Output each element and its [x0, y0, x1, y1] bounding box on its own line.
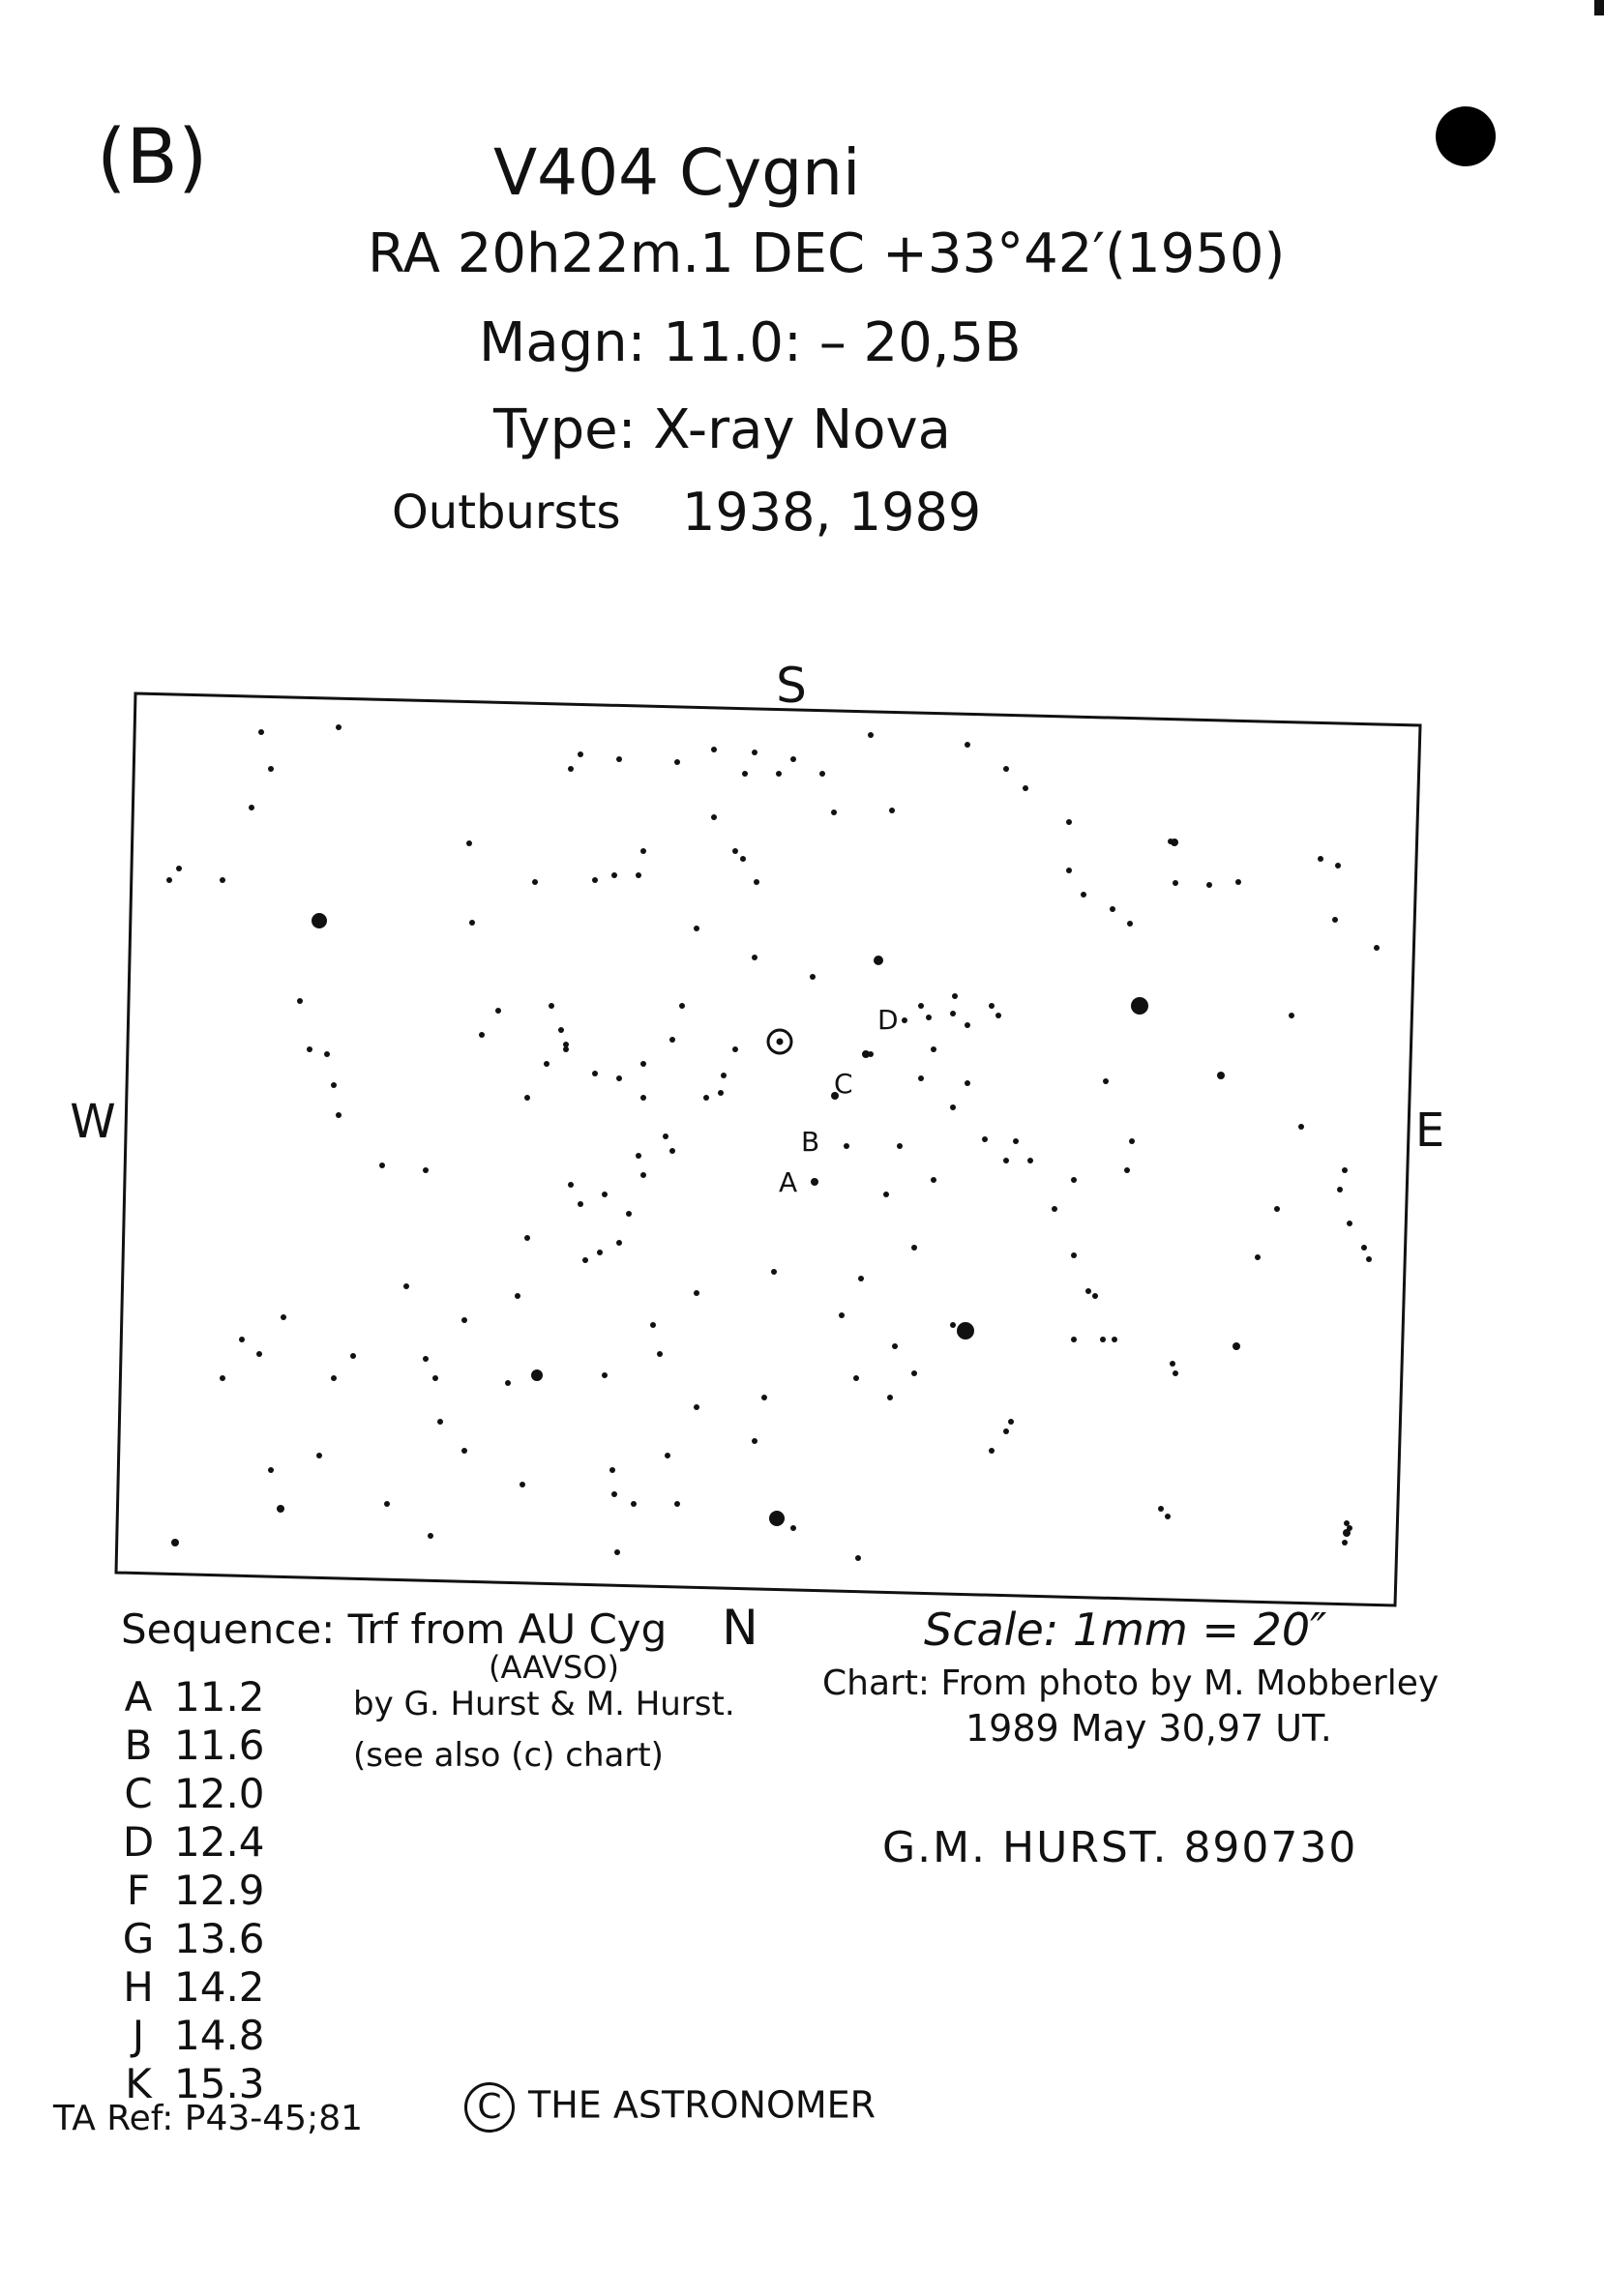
field-star [1052, 1206, 1057, 1212]
field-star [1023, 785, 1028, 791]
field-star [1342, 1167, 1348, 1173]
field-star [1366, 1256, 1372, 1262]
field-star [220, 1375, 225, 1381]
sequence-list [104, 1673, 356, 2118]
field-star [752, 750, 757, 755]
field-star [694, 1290, 699, 1296]
direction-left-label: W [70, 1095, 116, 1149]
field-star [1013, 1138, 1019, 1144]
field-star [515, 1293, 520, 1299]
field-star [544, 1061, 550, 1067]
sequence-star-label: J [132, 2012, 145, 2059]
field-star [331, 1082, 337, 1088]
sequence-star-magnitude: 13.6 [174, 1915, 265, 1962]
field-star [1298, 1124, 1304, 1130]
field-star [350, 1353, 356, 1359]
field-star [532, 879, 538, 885]
sequence-star-magnitude: 14.8 [174, 2012, 265, 2059]
field-star [277, 1505, 284, 1513]
field-star [437, 1419, 443, 1425]
field-star [640, 848, 646, 854]
field-star [597, 1250, 603, 1255]
sequence-credit: by G. Hurst & M. Hurst. [353, 1685, 735, 1723]
field-star [721, 1073, 727, 1078]
field-star [752, 1438, 757, 1444]
field-star [1131, 997, 1148, 1015]
sequence-star-magnitude: 12.0 [174, 1770, 265, 1817]
field-star [1003, 1428, 1009, 1434]
sequence-star-magnitude: 11.2 [174, 1673, 265, 1721]
field-star [611, 1491, 617, 1497]
field-star [669, 1148, 675, 1154]
field-star [889, 808, 895, 813]
field-star [982, 1136, 988, 1142]
field-star [819, 771, 825, 777]
field-star [602, 1372, 608, 1378]
field-star [754, 879, 759, 885]
field-star [965, 1022, 970, 1028]
field-star [479, 1032, 485, 1038]
field-star [771, 1269, 777, 1275]
field-star [926, 1015, 932, 1020]
field-star [855, 1555, 861, 1561]
sequence-star-magnitude: 14.2 [174, 1963, 265, 2011]
field-star [1103, 1078, 1109, 1084]
field-star [1124, 1167, 1130, 1173]
field-star [740, 856, 746, 862]
field-star [1344, 1520, 1350, 1526]
field-star [592, 1071, 598, 1076]
field-star [1127, 921, 1133, 927]
sequence-note: (see also (c) chart) [353, 1736, 664, 1775]
field-star [1071, 1177, 1077, 1183]
field-star [965, 1080, 970, 1086]
field-star [1112, 1337, 1117, 1342]
field-star [428, 1533, 433, 1539]
field-star [578, 1201, 583, 1207]
field-star [1173, 1370, 1178, 1376]
field-star [1129, 1138, 1135, 1144]
field-star [563, 1042, 569, 1047]
field-star [384, 1501, 390, 1507]
field-star [1347, 1525, 1352, 1531]
field-star [531, 1369, 543, 1381]
field-star [711, 747, 717, 752]
field-star [316, 1453, 322, 1458]
sequence-star-label: K [125, 2060, 152, 2107]
publisher-name: THE ASTRONOMER [528, 2083, 876, 2127]
field-star [1206, 882, 1212, 888]
field-star [952, 993, 958, 999]
field-star [844, 1143, 849, 1149]
field-star [1003, 1158, 1009, 1163]
field-star [568, 1182, 574, 1188]
field-star [1217, 1072, 1225, 1079]
sequence-star-label: G [122, 1915, 155, 1962]
field-star [636, 1153, 641, 1159]
field-star [1335, 863, 1341, 868]
field-star [674, 759, 680, 765]
field-star [524, 1095, 530, 1101]
field-star [631, 1501, 637, 1507]
field-star [616, 1075, 622, 1081]
field-star [549, 1003, 554, 1009]
field-star [911, 1245, 917, 1251]
field-star [989, 1448, 995, 1454]
field-star [718, 1090, 724, 1096]
copyright-line [464, 2082, 876, 2133]
field-star [1274, 1206, 1280, 1212]
field-star [1374, 945, 1380, 951]
chart-frame [116, 693, 1420, 1605]
reference-note: TA Ref: P43-45;81 [53, 2099, 364, 2138]
field-star [324, 1051, 330, 1057]
field-star [669, 1037, 675, 1043]
field-star [505, 1380, 511, 1386]
star-name: V404 Cygni [493, 135, 861, 210]
field-star [423, 1356, 429, 1362]
field-star [281, 1314, 286, 1320]
field-star [616, 1240, 622, 1246]
outbursts-label: Outbursts [392, 486, 621, 540]
field-star [307, 1046, 312, 1052]
field-star [1347, 1221, 1352, 1226]
field-star [752, 955, 757, 960]
field-star [761, 1395, 767, 1400]
field-star [1071, 1337, 1077, 1342]
comparison-label-c: C [834, 1068, 853, 1100]
field-star [902, 1017, 907, 1023]
field-star [732, 848, 738, 854]
field-star [1158, 1506, 1164, 1512]
field-star [336, 724, 342, 730]
field-star [918, 1003, 924, 1009]
field-star [694, 926, 699, 931]
field-star [616, 756, 622, 762]
field-star [524, 1235, 530, 1241]
field-star [957, 1322, 974, 1339]
field-star [520, 1482, 525, 1487]
comparison-label-b: B [801, 1126, 820, 1158]
field-star [171, 1539, 179, 1546]
field-star [1081, 892, 1086, 898]
field-star [609, 1467, 615, 1473]
field-star [592, 877, 598, 883]
field-star [423, 1167, 429, 1173]
field-star [950, 1011, 956, 1016]
field-star [853, 1375, 859, 1381]
field-star [268, 1467, 274, 1473]
chart-source: Chart: From photo by M. Mobberley [822, 1663, 1440, 1703]
field-star [1332, 917, 1338, 923]
field-star [989, 1003, 995, 1009]
field-star [640, 1172, 646, 1178]
field-star [640, 1061, 646, 1067]
field-star [611, 872, 617, 878]
field-star [1092, 1293, 1098, 1299]
field-star [249, 805, 254, 810]
field-star [268, 766, 274, 772]
direction-bottom-label: N [722, 1600, 758, 1656]
field-star [874, 956, 883, 965]
field-star [1235, 879, 1241, 885]
field-star [868, 1051, 874, 1057]
field-star [582, 1257, 588, 1263]
field-star [1066, 819, 1072, 825]
sequence-star-label: F [126, 1867, 151, 1914]
field-star [950, 1104, 956, 1110]
field-star [1003, 766, 1009, 772]
field-star [883, 1192, 889, 1197]
field-star [461, 1317, 467, 1323]
sequence-star-magnitude: 12.4 [174, 1818, 265, 1866]
field-star [918, 1075, 924, 1081]
field-star [258, 729, 264, 735]
field-star [811, 1178, 818, 1186]
field-star [1337, 1187, 1343, 1192]
field-star [1318, 856, 1323, 862]
signature: G.M. HURST. 890730 [882, 1823, 1358, 1872]
field-star [1008, 1419, 1014, 1425]
section-label: (B) [97, 114, 208, 201]
field-star [858, 1276, 864, 1281]
outbursts-years: 1938, 1989 [682, 482, 982, 543]
field-star [636, 872, 641, 878]
field-star [626, 1211, 632, 1217]
sequence-star-magnitude: 11.6 [174, 1722, 265, 1769]
variable-star [777, 1039, 784, 1045]
field-star [466, 840, 472, 846]
chart-date: 1989 May 30,97 UT. [965, 1707, 1332, 1750]
field-star [1110, 906, 1115, 912]
field-star [1289, 1013, 1294, 1018]
field-star [650, 1322, 656, 1328]
field-star [312, 913, 327, 928]
sequence-star-label: A [124, 1673, 153, 1721]
direction-top-label: S [776, 658, 807, 714]
field-star [379, 1163, 385, 1168]
copyright-symbol: C [464, 2082, 515, 2133]
field-star [403, 1283, 409, 1289]
field-star [614, 1549, 620, 1555]
sequence-star-magnitude: 15.3 [174, 2060, 265, 2107]
field-star [679, 1003, 685, 1009]
field-star [657, 1351, 663, 1357]
field-star [1085, 1288, 1091, 1294]
field-star [640, 1095, 646, 1101]
comparison-label-a: A [779, 1166, 798, 1198]
field-star [336, 1112, 342, 1118]
field-star [694, 1404, 699, 1410]
field-star [461, 1448, 467, 1454]
field-star [176, 866, 182, 871]
field-star [1027, 1158, 1033, 1163]
field-star [166, 877, 172, 883]
field-star [663, 1133, 668, 1139]
field-star [1071, 1252, 1077, 1258]
direction-right-label: E [1414, 1104, 1445, 1158]
star-field [166, 724, 1380, 1561]
sequence-star-label: C [124, 1770, 153, 1817]
field-star [868, 732, 874, 738]
field-star [711, 814, 717, 820]
field-star [256, 1351, 262, 1357]
field-star [769, 1511, 785, 1526]
field-star [831, 809, 837, 815]
field-star [432, 1375, 438, 1381]
field-star [1342, 1540, 1348, 1545]
field-star [950, 1322, 956, 1328]
field-star [732, 1046, 738, 1052]
comparison-label-d: D [877, 1004, 899, 1036]
field-star [297, 998, 303, 1004]
field-star [1173, 880, 1178, 886]
field-star [931, 1177, 936, 1183]
coordinates: RA 20h22m.1 DEC +33°42′(1950) [368, 222, 1286, 285]
field-star [790, 1525, 796, 1531]
field-star [776, 771, 782, 777]
field-star [665, 1453, 670, 1458]
field-star [995, 1013, 1001, 1018]
sequence-source: (AAVSO) [489, 1649, 619, 1686]
field-star [495, 1008, 501, 1014]
field-star [469, 920, 475, 926]
sequence-star-label: B [124, 1722, 153, 1769]
variable-type: Type: X-ray Nova [493, 398, 951, 461]
field-star [911, 1370, 917, 1376]
sequence-star-label: H [123, 1963, 154, 2011]
field-star [558, 1027, 564, 1033]
field-star [239, 1337, 245, 1342]
field-star [887, 1395, 893, 1400]
field-star [931, 1046, 936, 1052]
field-star [897, 1143, 903, 1149]
field-star [568, 766, 574, 772]
chart-scale: Scale: 1mm = 20″ [924, 1604, 1327, 1656]
field-star [1361, 1245, 1367, 1251]
field-star [674, 1501, 680, 1507]
field-star [790, 756, 796, 762]
field-star [331, 1375, 337, 1381]
field-star [810, 974, 816, 980]
sequence-star-magnitude: 12.9 [174, 1867, 265, 1914]
field-star [1233, 1342, 1240, 1350]
sequence-title: Sequence: Trf from AU Cyg [121, 1605, 668, 1653]
magnitude-range: Magn: 11.0: – 20,5B [479, 311, 1022, 374]
field-star [839, 1312, 845, 1318]
field-star [1168, 839, 1173, 844]
field-star [1066, 868, 1072, 873]
field-star [1165, 1514, 1171, 1519]
field-star [578, 751, 583, 757]
field-star [965, 742, 970, 748]
field-star [602, 1192, 608, 1197]
field-star [1100, 1337, 1106, 1342]
field-star [892, 1343, 898, 1349]
sequence-star-label: D [122, 1818, 155, 1866]
field-star [220, 877, 225, 883]
field-star [1170, 1361, 1175, 1367]
field-star [742, 771, 748, 777]
field-star [1255, 1254, 1261, 1260]
field-star [703, 1095, 709, 1101]
